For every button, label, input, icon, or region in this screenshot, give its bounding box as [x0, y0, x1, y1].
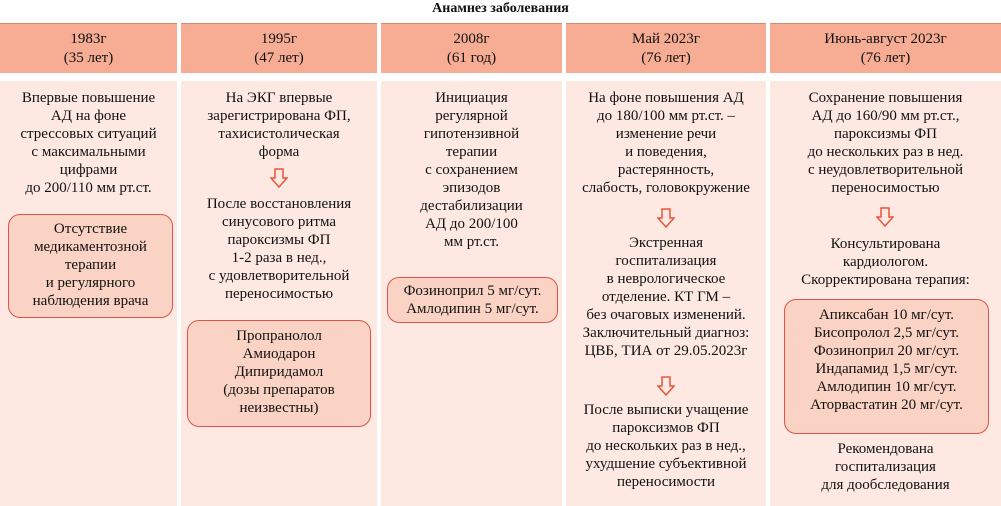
down-arrow-icon — [657, 208, 675, 228]
column-may-2023 — [566, 81, 766, 506]
column-2008 — [381, 81, 562, 506]
header-age: (76 лет) — [860, 50, 911, 66]
therapy-box: Апиксабан 10 мг/сут. Бисопролол 2,5 мг/сут. Фозиноприл 20 мг/сут. Индапамид 1,5 мг/сут. Амлодипин 10 мг/сут. Аторвастатин 20 мг/сут. — [784, 299, 989, 434]
therapy-box: Фозиноприл 5 мг/сут. Амлодипин 5 мг/сут. — [387, 277, 558, 323]
header-year: Июнь-август 2023г — [824, 31, 947, 47]
header-age: (35 лет) — [63, 50, 114, 66]
header-year: 1995г — [260, 31, 298, 47]
down-arrow-icon — [657, 376, 675, 396]
therapy-box: Отсутствие медикаментозной терапии и регулярного наблюдения врача — [8, 214, 173, 318]
column-1995 — [181, 81, 377, 506]
consultation-text: Консультирована кардиологом. Скорректирована терапия: — [801, 236, 970, 288]
down-arrow-icon — [270, 168, 288, 188]
header-may-2023 — [566, 23, 766, 73]
down-arrow-icon — [876, 207, 894, 227]
column-1983 — [0, 81, 177, 506]
header-age: (47 лет) — [254, 50, 304, 66]
header-year: Май 2023г — [632, 31, 700, 47]
therapy-start-text: Инициация регулярной гипотензивной терапии с сохранением эпизодов дестабилизации АД до 200/100 мм рт.ст. — [420, 90, 523, 250]
recommendation-text: Рекомендована госпитализация для дообследования — [821, 441, 950, 493]
event-text: На фоне повышения АД до 180/100 мм рт.ст. – изменение речи и поведения, растерянность, слабость, головокружение — [582, 90, 750, 196]
header-1995 — [181, 23, 377, 73]
header-age: (61 год) — [446, 50, 497, 66]
header-1983 — [0, 23, 177, 73]
header-2008 — [381, 23, 562, 73]
status-text: Сохранение повышения АД до 160/90 мм рт.ст., пароксизмы ФП до нескольких раз в нед. с неудовлетворительной переносимостью — [807, 90, 964, 196]
column-jun-aug-2023 — [770, 81, 1001, 506]
header-year: 2008г — [453, 31, 490, 47]
chart-title: Анамнез заболевания — [432, 1, 569, 16]
hospitalization-text: Экстренная госпитализация в неврологическое отделение. КТ ГМ – без очаговых изменений. Заключительный диагноз: ЦВБ, ТИА от 29.05.2023г — [582, 235, 750, 359]
ecg-text: На ЭКГ впервые зарегистрирована ФП, тахисистолическая форма — [207, 90, 351, 160]
rhythm-text: После восстановления синусового ритма пароксизмы ФП 1-2 раза в нед., с удовлетворительной переносимостью — [206, 196, 352, 302]
header-age: (76 лет) — [641, 50, 691, 66]
header-year: 1983г — [70, 31, 107, 47]
history-text: Впервые повышение АД на фоне стрессовых ситуаций с максимальными цифрами до 200/110 мм рт.ст. — [20, 90, 157, 196]
header-jun-aug-2023 — [770, 23, 1001, 73]
after-discharge-text: После выписки учащение пароксизмов ФП до нескольких раз в нед., ухудшение субъективной переносимости — [583, 402, 749, 490]
therapy-box: Пропранолол Амиодарон Дипиридамол (дозы препаратов неизвестны) — [187, 320, 371, 427]
